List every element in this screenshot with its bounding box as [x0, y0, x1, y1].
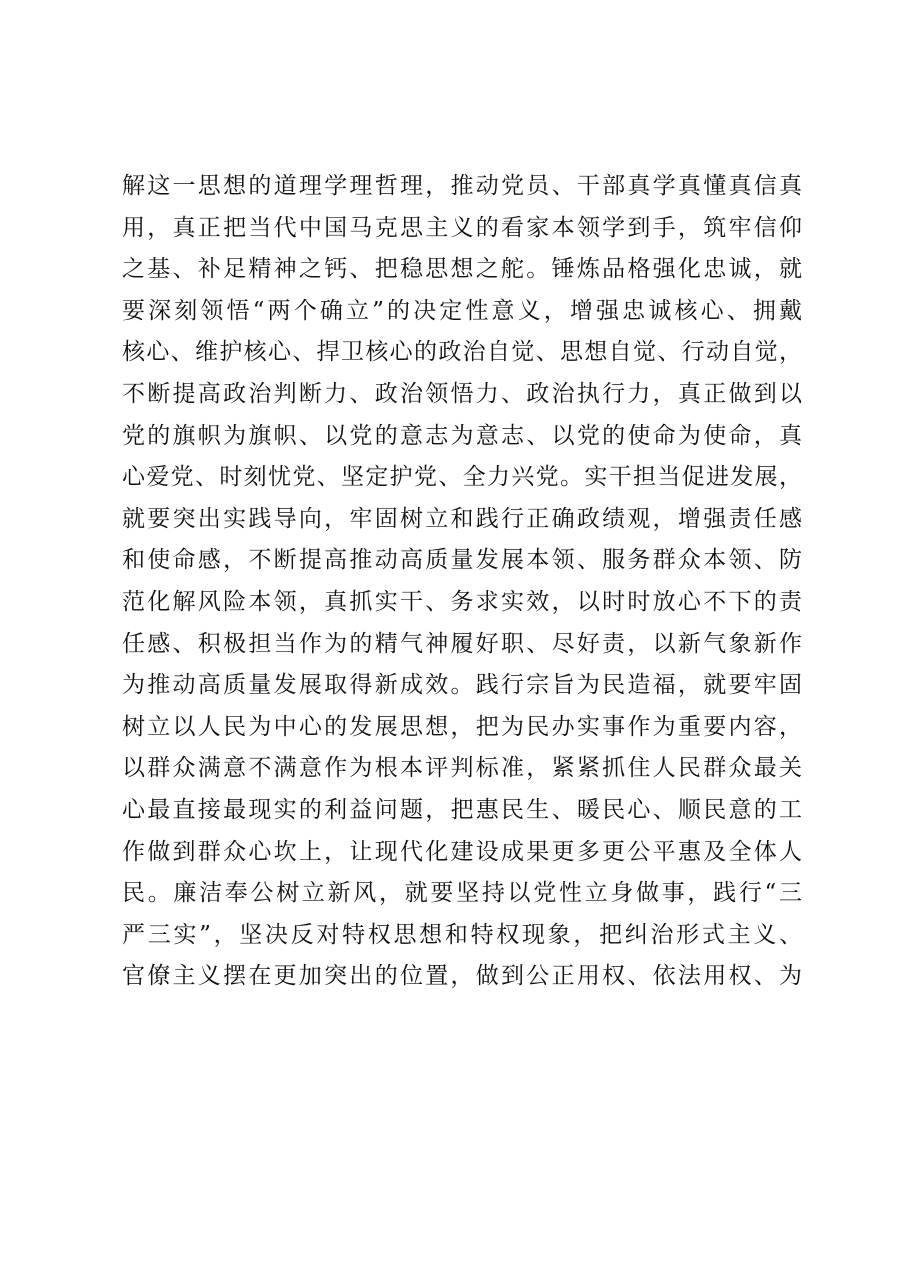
text-line-10: 和使命感，不断提高推动高质量发展本领、服务群众本领、防: [122, 547, 802, 574]
text-line-17: 作做到群众心坎上，让现代化建设成果更多更公平惠及全体人: [122, 838, 802, 865]
text-line-9: 就要突出实践导向，牢固树立和践行正确政绩观，增强责任感: [122, 505, 802, 532]
text-line-11: 范化解风险本领，真抓实干、务求实效，以时时放心不下的责: [122, 588, 802, 615]
text-line-20: 官僚主义摆在更加突出的位置，做到公正用权、依法用权、为: [122, 963, 802, 990]
text-line-15: 以群众满意不满意作为根本评判标准，紧紧抓住人民群众最关: [122, 755, 802, 782]
text-line-16: 心最直接最现实的利益问题，把惠民生、暖民心、顺民意的工: [122, 796, 802, 823]
text-line-3: 之基、补足精神之钙、把稳思想之舵。锤炼品格强化忠诚，就: [122, 256, 802, 283]
text-line-4: 要深刻领悟“两个确立”的决定性意义，增强忠诚核心、拥戴: [122, 297, 802, 324]
text-line-2: 用，真正把当代中国马克思主义的看家本领学到手，筑牢信仰: [122, 214, 802, 241]
text-line-6: 不断提高政治判断力、政治领悟力、政治执行力，真正做到以: [122, 380, 802, 407]
text-line-12: 任感、积极担当作为的精气神履好职、尽好责，以新气象新作: [122, 630, 802, 657]
text-line-14: 树立以人民为中心的发展思想，把为民办实事作为重要内容，: [122, 713, 802, 740]
text-line-18: 民。廉洁奉公树立新风，就要坚持以党性立身做事，践行“三: [122, 880, 802, 907]
body-paragraph: [122, 166, 802, 998]
text-line-1: 解这一思想的道理学理哲理，推动党员、干部真学真懂真信真: [122, 173, 802, 199]
text-line-5: 核心、维护核心、捍卫核心的政治自觉、思想自觉、行动自觉，: [122, 339, 802, 366]
text-line-8: 心爱党、时刻忧党、坚定护党、全力兴党。实干担当促进发展，: [122, 464, 802, 491]
text-line-19: 严三实”，坚决反对特权思想和特权现象，把纠治形式主义、: [122, 921, 802, 948]
text-line-13: 为推动高质量发展取得新成效。践行宗旨为民造福，就要牢固: [122, 672, 802, 699]
text-line-7: 党的旗帜为旗帜、以党的意志为意志、以党的使命为使命，真: [122, 422, 802, 449]
